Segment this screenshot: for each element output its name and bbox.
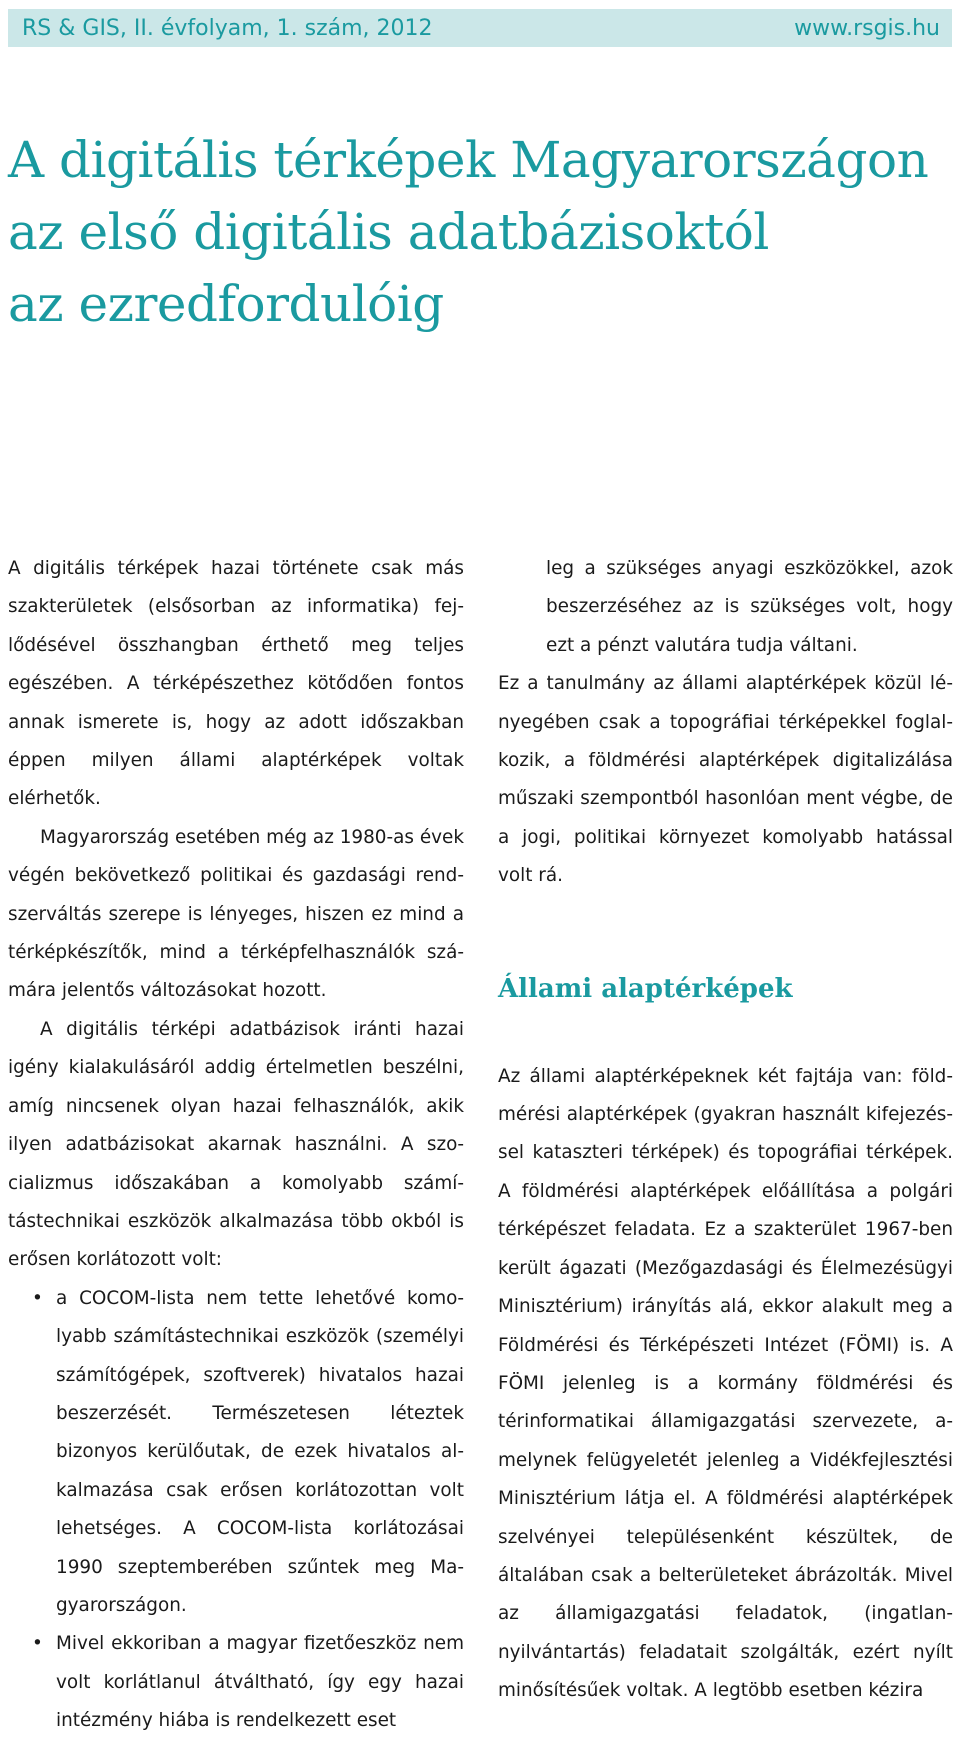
- list-item-continuation: leg a szükséges anyagi eszközökkel, azok beszerzéséhez az is szükséges volt, hogy ezt a pénzt valutára tudja váltani.: [546, 558, 953, 656]
- title-line-2: az első digitális adatbázisoktól: [8, 203, 769, 261]
- paragraph: Ez a tanulmány az állami alaptérképek közül lényegében csak a topográfiai térképekkel foglalkozik, a földmérési alaptérképek digitalizálása műszaki szempontból hasonlóan ment végbe, de a jogi, politikai környezet komolyabb hatással volt rá.: [498, 673, 953, 887]
- paragraph: Magyarország esetében még az 1980-as évek végén bekövetkező politikai és gazdasági rendszerváltás szerepe is lényeges, hiszen ez mind a térképkészítők, mind a térképfelhasználók számára jelentős változásokat hozott.: [8, 826, 464, 1002]
- paragraph: A digitális térképi adatbázisok iránti hazai igény kialakulásáról addig értelmetlen beszélni, amíg nincsenek olyan hazai felhasználók, akik ilyen adatbázisokat akarnak használni. A szocializmus időszakában a komolyabb számítástechnikai eszközök alkalmazása több okból is erősen korlátozott volt:: [8, 1018, 464, 1271]
- right-column: [498, 550, 953, 1711]
- bullet-icon: •: [32, 1287, 43, 1309]
- section-heading: Állami alaptérképek: [498, 973, 793, 1004]
- title-line-3: az ezredfordulóig: [8, 275, 444, 333]
- journal-url: www.rsgis.hu: [794, 15, 940, 41]
- running-header: [8, 9, 952, 47]
- list-item-text: a COCOM-lista nem tette lehetővé komolyabb számítástechnikai eszközök (személyi számítógépek, szoftverek) hivatalos hazai beszerzését. Természetesen léteztek bizonyos kerülőutak, de ezek hivatalos alkalmazása csak erősen korlátozottan volt lehetséges. A COCOM-lista korlátozásai 1990 szeptemberében szűntek meg Magyarországon.: [56, 1287, 464, 1616]
- paragraph: A digitális térképek hazai története csak más szakterületek (elsősorban az informatika) fejlődésével összhangban érthető meg teljes egészében. A térképészethez kötődően fontos annak ismerete is, hogy az adott időszakban éppen milyen állami alaptérképek voltak elérhetők.: [8, 558, 464, 810]
- bullet-icon: •: [32, 1633, 43, 1655]
- article-title: [8, 124, 952, 340]
- title-line-1: A digitális térképek Magyarországon: [8, 131, 929, 189]
- paragraph: Az állami alaptérképeknek két fajtája van: földmérési alaptérképek (gyakran használt kifejezéssel kataszteri térképek) és topográfiai térképek. A földmérési alaptérképek előállítása a polgári térképészet feladata. Ez a szakterület 1967-ben került ágazati (Mezőgazdasági és Élelmezésügyi Minisztérium) irányítás alá, ekkor alakult meg a Földmérési és Térképészeti Intézet (FÖMI) is. A FÖMI jelenleg is a kormány földmérési és térinformatikai államigazgatási szervezete, amelynek felügyeletét jelenleg a Vidékfejlesztési Minisztérium látja el. A földmérési alaptérképek szelvényei településenként készültek, de általában csak a belterületeket ábrázolták. Mivel az államigazgatási feladatok, (ingatlannyilvántartás) feladatait szolgálták, ezért nyílt minősítésűek voltak. A legtöbb esetben kézira: [498, 1065, 953, 1702]
- list-item-text: Mivel ekkoriban a magyar fizetőeszköz nem volt korlátlanul átváltható, így egy hazai intézmény hiába is rendelkezett eset: [56, 1633, 464, 1732]
- list-item: [8, 1280, 464, 1626]
- left-column: [8, 550, 464, 1741]
- list-item: [8, 1625, 464, 1740]
- journal-issue: RS & GIS, II. évfolyam, 1. szám, 2012: [22, 15, 433, 41]
- bullet-list: [8, 1280, 464, 1741]
